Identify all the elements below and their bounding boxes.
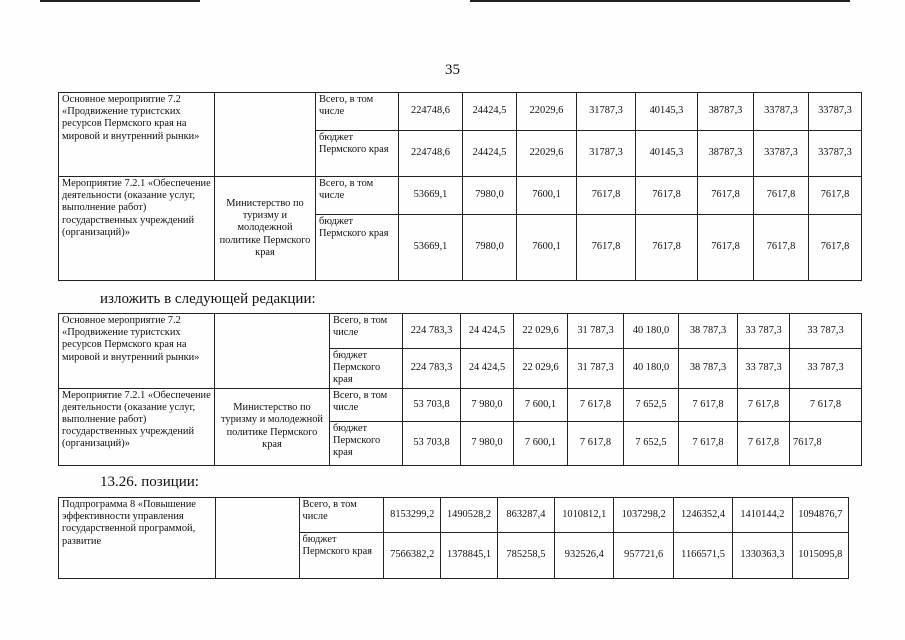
value-cell: 1330363,3 [733, 533, 792, 579]
value-cell: 7 600,1 [514, 388, 568, 421]
value-cell: 22029,6 [517, 93, 577, 131]
value-cell: 7 617,8 [738, 421, 790, 465]
item-name: Мероприятие 7.2.1 «Обеспечение деятельности (оказание услуг, выполнение работ) государственных учреждений (организаций)» [59, 388, 215, 465]
table-new [58, 313, 862, 466]
value-cell: 7617,8 [809, 215, 862, 281]
value-cell: 7980,0 [463, 215, 517, 281]
value-cell: 7617,8 [698, 177, 754, 215]
value-cell: 33 787,3 [738, 314, 790, 349]
executor: Министерство по туризму и молодежной политике Пермского края [215, 177, 316, 281]
value-cell: 7 980,0 [461, 421, 514, 465]
value-cell: 24424,5 [463, 93, 517, 131]
value-cell: 40 180,0 [624, 349, 679, 389]
table-old [58, 92, 862, 281]
value-cell: 33 787,3 [738, 349, 790, 389]
item-name: Основное мероприятие 7.2 «Продвижение туристских ресурсов Пермского края на мировой и внутренний рынки» [59, 314, 215, 389]
value-cell: 38 787,3 [679, 349, 738, 389]
value-cell: 53 703,8 [403, 388, 461, 421]
value-cell: 7617,8 [636, 177, 698, 215]
value-cell: 7617,8 [809, 177, 862, 215]
table-row [59, 314, 862, 349]
value-cell: 33787,3 [809, 131, 862, 177]
value-cell: 7617,8 [754, 177, 809, 215]
value-cell: 1246352,4 [673, 498, 732, 533]
table-subprogram [58, 497, 849, 579]
value-cell: 7 617,8 [679, 421, 738, 465]
item-name: Основное мероприятие 7.2 «Продвижение туристских ресурсов Пермского края на мировой и внутренний рынки» [59, 93, 215, 177]
value-cell: 22029,6 [517, 131, 577, 177]
heading-new-wording: изложить в следующей редакции: [100, 291, 316, 307]
value-cell: 38787,3 [698, 131, 754, 177]
value-cell: 7 617,8 [568, 388, 624, 421]
value-cell: 7 652,5 [624, 388, 679, 421]
value-cell: 40145,3 [636, 93, 698, 131]
table-row [59, 498, 849, 533]
value-cell: 7 600,1 [514, 421, 568, 465]
value-cell: 7617,8 [754, 215, 809, 281]
heading-positions: 13.26. позиции: [100, 474, 199, 490]
item-name: Мероприятие 7.2.1 «Обеспечение деятельности (оказание услуг, выполнение работ) государственных учреждений (организаций)» [59, 177, 215, 281]
value-cell: 957721,6 [614, 533, 673, 579]
executor [215, 314, 330, 389]
value-cell: 22 029,6 [514, 349, 568, 389]
page-number: 35 [445, 62, 460, 78]
value-cell: 33787,3 [809, 93, 862, 131]
value-cell: 33787,3 [754, 93, 809, 131]
value-cell: 7617,8 [577, 215, 636, 281]
item-name: Подпрограмма 8 «Повышение эффективности управления государственной программой, развитие [59, 498, 216, 579]
value-cell: 31787,3 [577, 93, 636, 131]
value-cell: 7 617,8 [568, 421, 624, 465]
value-cell: 7566382,2 [384, 533, 441, 579]
top-edge-line-right [470, 0, 850, 2]
value-cell: 7 980,0 [461, 388, 514, 421]
category: Всего, в том числе [299, 498, 384, 533]
value-cell: 53669,1 [399, 177, 463, 215]
category: Всего, в том числе [316, 93, 399, 131]
value-cell: 7 617,8 [679, 388, 738, 421]
category: бюджет Пермского края [316, 215, 399, 281]
category: Всего, в том числе [330, 388, 403, 421]
value-cell: 40 180,0 [624, 314, 679, 349]
value-cell: 7600,1 [517, 177, 577, 215]
top-edge-line-left [40, 0, 200, 2]
value-cell: 31 787,3 [568, 349, 624, 389]
value-cell: 1094876,7 [792, 498, 848, 533]
category: бюджет Пермского края [330, 349, 403, 389]
value-cell: 53669,1 [399, 215, 463, 281]
value-cell: 22 029,6 [514, 314, 568, 349]
value-cell: 8153299,2 [384, 498, 441, 533]
value-cell: 33 787,3 [790, 349, 862, 389]
value-cell: 33 787,3 [790, 314, 862, 349]
category: Всего, в том числе [330, 314, 403, 349]
table-row [59, 388, 862, 421]
value-cell: 1010812,1 [555, 498, 614, 533]
value-cell: 7980,0 [463, 177, 517, 215]
value-cell: 53 703,8 [403, 421, 461, 465]
value-cell: 40145,3 [636, 131, 698, 177]
value-cell: 7617,8 [698, 215, 754, 281]
category: бюджет Пермского края [330, 421, 403, 465]
executor [215, 498, 299, 579]
value-cell: 1410144,2 [733, 498, 792, 533]
value-cell: 1490528,2 [441, 498, 497, 533]
value-cell: 1166571,5 [673, 533, 732, 579]
executor: Министерство по туризму и молодежной политике Пермского края [215, 388, 330, 465]
value-cell: 1015095,8 [792, 533, 848, 579]
value-cell: 7617,8 [636, 215, 698, 281]
value-cell: 38787,3 [698, 93, 754, 131]
value-cell: 31787,3 [577, 131, 636, 177]
value-cell: 38 787,3 [679, 314, 738, 349]
value-cell: 1037298,2 [614, 498, 673, 533]
value-cell: 24424,5 [463, 131, 517, 177]
value-cell: 24 424,5 [461, 349, 514, 389]
value-cell: 7 652,5 [624, 421, 679, 465]
category: бюджет Пермского края [316, 131, 399, 177]
value-cell: 224748,6 [399, 131, 463, 177]
value-cell: 7 617,8 [738, 388, 790, 421]
value-cell: 7 617,8 [790, 388, 862, 421]
category: Всего, в том числе [316, 177, 399, 215]
value-cell: 7617,8 [790, 421, 862, 465]
value-cell: 33787,3 [754, 131, 809, 177]
value-cell: 785258,5 [497, 533, 554, 579]
value-cell: 7600,1 [517, 215, 577, 281]
value-cell: 31 787,3 [568, 314, 624, 349]
value-cell: 24 424,5 [461, 314, 514, 349]
value-cell: 224 783,3 [403, 314, 461, 349]
value-cell: 224748,6 [399, 93, 463, 131]
category: бюджет Пермского края [299, 533, 384, 579]
value-cell: 7617,8 [577, 177, 636, 215]
executor [215, 93, 316, 177]
value-cell: 224 783,3 [403, 349, 461, 389]
table-row [59, 177, 862, 215]
value-cell: 863287,4 [497, 498, 554, 533]
value-cell: 1378845,1 [441, 533, 497, 579]
value-cell: 932526,4 [555, 533, 614, 579]
table-row [59, 93, 862, 131]
